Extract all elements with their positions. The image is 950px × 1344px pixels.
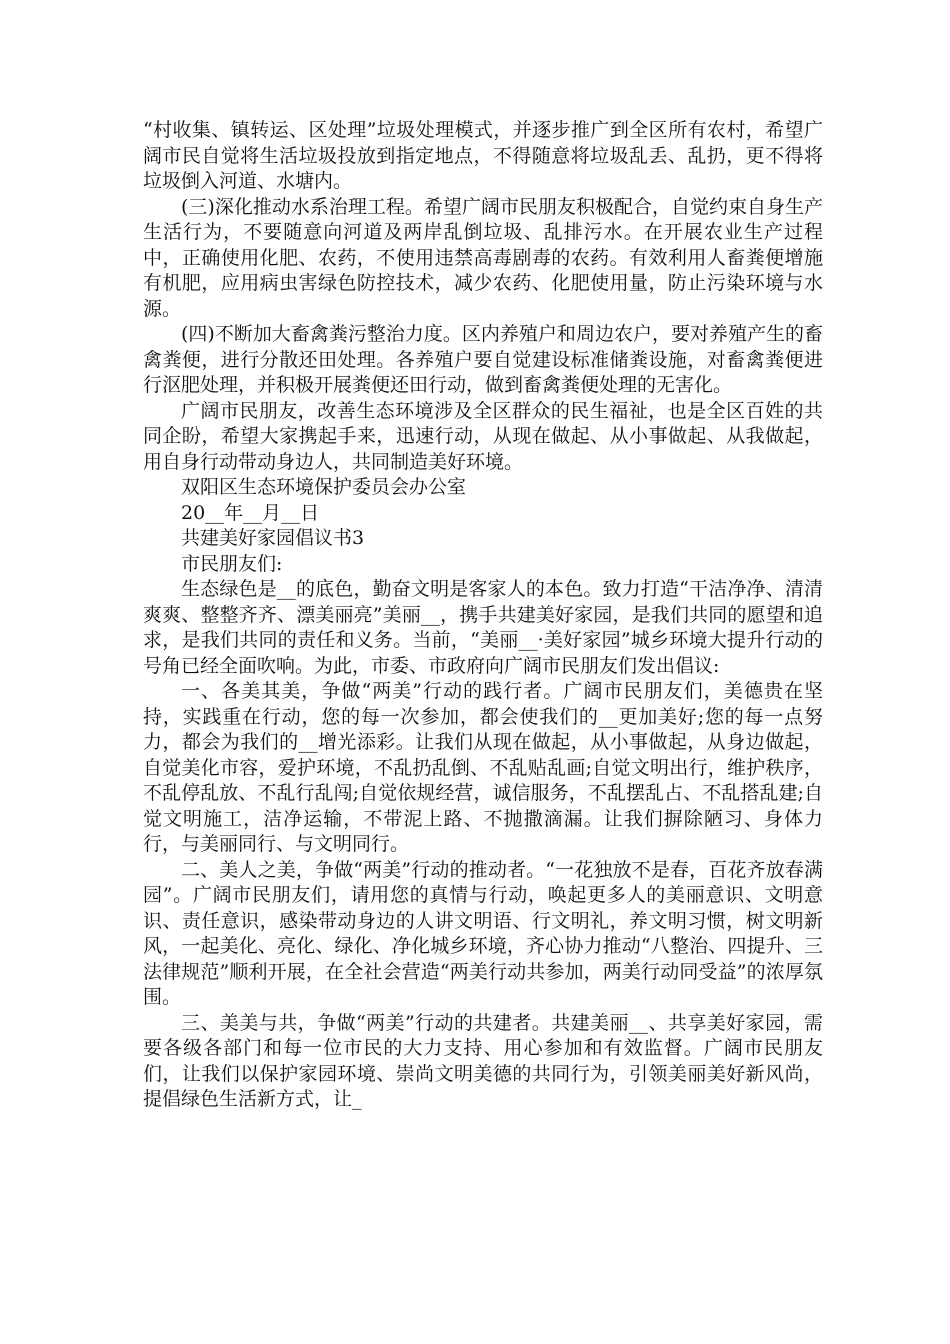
document-page [143,118,823,1113]
paragraph-livestock-waste: (四)不断加大畜禽粪污整治力度。区内养殖户和周边农户，要对养殖产生的畜禽粪便，进行分散还田处理。各养殖户要自觉建设标准储粪设施，对畜禽粪便进行沤肥处理，并积极开展粪便还田行动，做到畜禽粪便处理的无害化。 [143,323,823,396]
paragraph-closing-appeal: 广阔市民朋友，改善生态环境涉及全区群众的民生福祉，也是全区百姓的共同企盼，希望大家携起手来，迅速行动，从现在做起、从小事做起、从我做起，用自身行动带动身边人，共同制造美好环境。 [143,399,823,473]
paragraph-point-two: 二、美人之美，争做“两美”行动的推动者。“一花独放不是春，百花齐放春满园”。广阔市民朋友们，请用您的真情与行动，唤起更多人的美丽意识、文明意识、责任意识，感染带动身边的人讲文明语、行文明礼，养文明习惯，树文明新风，一起美化、亮化、绿化、净化城乡环境，齐心协力推动“八整治、四提升、三法律规范”顺利开展，在全社会营造“两美行动共参加，两美行动同受益”的浓厚氛围。 [143,858,823,1008]
paragraph-rural-garbage: “村收集、镇转运、区处理”垃圾处理模式，并逐步推广到全区所有农村，希望广阔市民自觉将生活垃圾投放到指定地点，不得随意将垃圾乱丢、乱扔，更不得将垃圾倒入河道、水塘内。 [143,119,823,192]
paragraph-intro: 生态绿色是__的底色，勤奋文明是客家人的本色。致力打造“干洁净净、清清爽爽、整整齐齐、漂美丽亮”美丽__，携手共建美好家园，是我们共同的愿望和追求，是我们共同的责任和义务。当前，“美丽__·美好家园”城乡环境大提升行动的号角已经全面吹响。为此，市委、市政府向广阔市民朋友们发出倡议: [143,578,823,677]
section-title: 共建美好家园倡议书3 [181,527,365,549]
paragraph-point-one: 一、各美其美，争做“两美”行动的践行者。广阔市民朋友们，美德贵在坚持，实践重在行动，您的每一次参加，都会使我们的__更加美好;您的每一点努力，都会为我们的__增光添彩。让我们从现在做起，从小事做起，从身边做起，自觉美化市容，爱护环境，不乱扔乱倒、不乱贴乱画;自觉文明出行，维护秩序，不乱停乱放、不乱行乱闯;自觉依规经营，诚信服务，不乱摆乱占、不乱搭乱建;自觉文明施工，洁净运输，不带泥上路、不抛撒滴漏。让我们摒除陋习、身体力行，与美丽同行、与文明同行。 [143,680,823,855]
signature-office: 双阳区生态环境保护委员会办公室 [181,476,467,498]
paragraph-water-governance: (三)深化推动水系治理工程。希望广阔市民朋友积极配合，自觉约束自身生产生活行为，不要随意向河道及两岸乱倒垃圾、乱排污水。在开展农业生产过程中，正确使用化肥、农药，不使用违禁高毒剧毒的农药。有效利用人畜粪便增施有机肥，应用病虫害绿色防控技术，减少农药、化肥使用量，防止污染环境与水源。 [143,195,823,320]
salutation: 市民朋友们: [181,552,283,575]
paragraph-point-three: 三、美美与共，争做“两美”行动的共建者。共建美丽__、共享美好家园，需要各级各部门和每一位市民的大力支持、用心参加和有效监督。广阔市民朋友们，让我们以保护家园环境、崇尚文明美德的共同行为，引领美丽美好新风尚，提倡绿色生活新方式，让_ [143,1011,823,1110]
signature-date: 20__年__月__日 [181,501,320,524]
